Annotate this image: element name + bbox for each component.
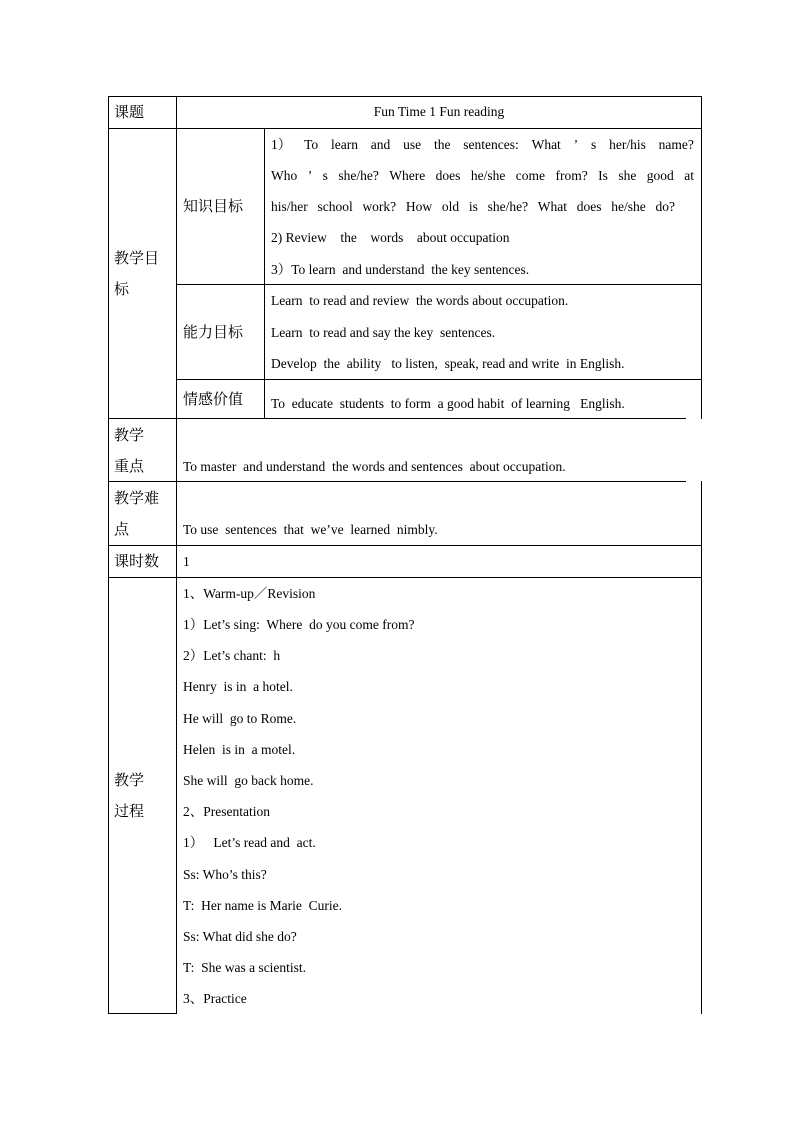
rule-right-upper bbox=[701, 96, 702, 419]
process-label-line1: 教学 bbox=[114, 771, 145, 789]
word: and bbox=[370, 137, 391, 152]
key-points-label-line2: 重点 bbox=[114, 457, 145, 475]
process-line: 1）Let’s sing: Where do you come from? bbox=[183, 617, 415, 632]
difficulties-label-line1: 教学难 bbox=[114, 489, 160, 507]
word: he/she bbox=[470, 168, 506, 183]
process-line: She will go back home. bbox=[183, 773, 314, 788]
word: she/he? bbox=[338, 168, 379, 183]
process-line: Henry is in a hotel. bbox=[183, 679, 293, 694]
rule-top bbox=[108, 96, 702, 97]
process-line: 1、Warm-up／Revision bbox=[183, 586, 316, 601]
process-line: Ss: What did she do? bbox=[183, 929, 297, 944]
word: sentences: bbox=[463, 137, 519, 152]
rule-bottom bbox=[108, 1013, 176, 1014]
lesson-label: 课题 bbox=[114, 103, 145, 121]
word: name? bbox=[658, 137, 694, 152]
word: How bbox=[405, 199, 433, 214]
word: at bbox=[684, 168, 694, 183]
process-line: 2、Presentation bbox=[183, 804, 270, 819]
key-points-text: To master and understand the words and sentences about occupation. bbox=[183, 459, 566, 474]
knowledge-objective-label: 知识目标 bbox=[183, 197, 244, 215]
word: 1） bbox=[271, 137, 292, 152]
word: Who bbox=[271, 168, 298, 183]
difficulties-label-line2: 点 bbox=[114, 520, 130, 538]
word: her/his bbox=[609, 137, 646, 152]
rule-difficulty-bottom bbox=[108, 545, 702, 546]
periods-label: 课时数 bbox=[114, 552, 160, 570]
emotion-objective-label: 情感价值 bbox=[183, 390, 244, 408]
knowledge-line-3 bbox=[271, 198, 675, 216]
process-line: T: Her name is Marie Curie. bbox=[183, 898, 343, 913]
word: his/her bbox=[271, 199, 308, 214]
knowledge-line-5: 3）To learn and understand the key sentences. bbox=[271, 262, 530, 277]
process-label-line2: 过程 bbox=[114, 802, 145, 820]
word: she bbox=[618, 168, 637, 183]
rule-objectives-bottom bbox=[108, 418, 686, 419]
word: from? bbox=[555, 168, 588, 183]
word: do? bbox=[655, 199, 675, 214]
process-line: T: She was a scientist. bbox=[183, 960, 307, 975]
process-line: Helen is in a motel. bbox=[183, 742, 296, 757]
objectives-label-line2: 标 bbox=[114, 280, 130, 298]
word: he/she bbox=[611, 199, 646, 214]
periods-value: 1 bbox=[183, 554, 190, 569]
lesson-title: Fun Time 1 Fun reading bbox=[373, 104, 505, 119]
word: good bbox=[646, 168, 674, 183]
word: What bbox=[531, 137, 561, 152]
rule-periods-bottom bbox=[108, 577, 702, 578]
word: work? bbox=[362, 199, 397, 214]
rule-label-column bbox=[176, 96, 177, 1014]
rule-knowledge-bottom bbox=[176, 284, 702, 285]
rule-right-lower bbox=[701, 481, 702, 1014]
knowledge-line-4: 2) Review the words about occupation bbox=[271, 230, 510, 245]
knowledge-line-2 bbox=[271, 167, 694, 185]
process-line: 1） Let’s read and act. bbox=[183, 835, 316, 850]
word: learn bbox=[330, 137, 358, 152]
rule-title-bottom bbox=[108, 128, 702, 129]
ability-line-3: Develop the ability to listen, speak, read and write in English. bbox=[271, 356, 625, 371]
ability-objective-label: 能力目标 bbox=[183, 323, 244, 341]
word: come bbox=[515, 168, 546, 183]
process-line: He will go to Rome. bbox=[183, 711, 297, 726]
word: does bbox=[435, 168, 461, 183]
word: s bbox=[590, 137, 597, 152]
rule-left bbox=[108, 96, 109, 1014]
knowledge-line-1 bbox=[271, 136, 694, 154]
word: school bbox=[317, 199, 353, 214]
objectives-label-line1: 教学目 bbox=[114, 249, 160, 267]
rule-ability-bottom bbox=[176, 379, 702, 380]
word: is bbox=[468, 199, 478, 214]
difficulties-text: To use sentences that we’ve learned nimbly. bbox=[183, 522, 438, 537]
word: use bbox=[403, 137, 422, 152]
key-points-label-line1: 教学 bbox=[114, 426, 145, 444]
word: ’ bbox=[307, 168, 313, 183]
word: To bbox=[304, 137, 319, 152]
process-line: 2）Let’s chant: h bbox=[183, 648, 281, 663]
word: Where bbox=[389, 168, 426, 183]
ability-line-1: Learn to read and review the words about occupation. bbox=[271, 293, 569, 308]
process-line: 3、Practice bbox=[183, 991, 247, 1006]
emotion-objective-text: To educate students to form a good habit of learning English. bbox=[271, 396, 625, 411]
process-line: Ss: Who’s this? bbox=[183, 867, 267, 882]
ability-line-2: Learn to read and say the key sentences. bbox=[271, 325, 496, 340]
word: the bbox=[433, 137, 451, 152]
word: old bbox=[441, 199, 460, 214]
rule-sub-label-column bbox=[264, 128, 265, 418]
word: What bbox=[537, 199, 568, 214]
rule-keypoints-bottom bbox=[108, 481, 686, 482]
word: s bbox=[322, 168, 328, 183]
word: does bbox=[576, 199, 602, 214]
word: Is bbox=[598, 168, 608, 183]
word: she/he? bbox=[487, 199, 529, 214]
word: ’ bbox=[573, 137, 579, 152]
